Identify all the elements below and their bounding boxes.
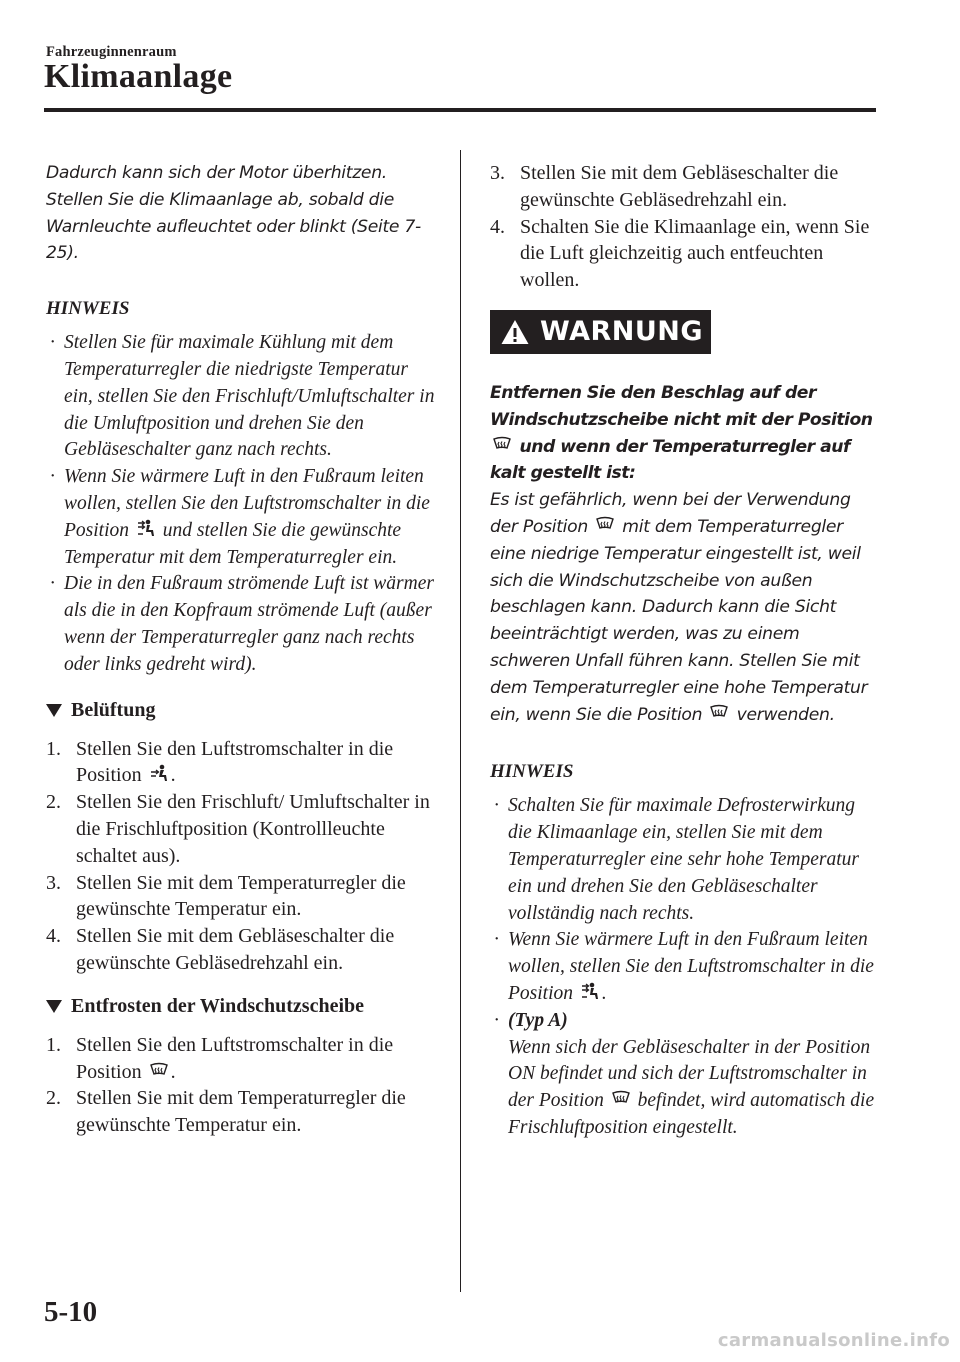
step-number: 4. <box>46 925 61 948</box>
floor-defrost-icon <box>136 519 156 539</box>
step-number: 1. <box>46 1033 61 1056</box>
step-text: Stellen Sie mit dem Temperaturregler die gewünschte Temperatur ein. <box>76 871 406 921</box>
note-text: Stellen Sie für maximale Kühlung mit dem Temperaturregler die niedrigste Temperatur ein, stellen Sie den Frischluft/Umluftschalter in die Umluftposition und drehen Sie den Gebläseschalter ganz nach rechts. <box>64 332 435 461</box>
entfrosten-steps <box>46 1032 440 1139</box>
page-title: Klimaanlage <box>44 58 233 95</box>
note-text: Wenn Sie wärmere Luft in den Fußraum leiten wollen, stellen Sie den Luftstromschalter in die Position <box>64 466 430 541</box>
list-item <box>490 160 882 214</box>
list-item <box>46 1085 440 1139</box>
bullet: · <box>494 929 499 951</box>
windshield-defrost-icon <box>709 703 729 723</box>
heading-text: Entfrosten der Windschutzscheibe <box>71 994 364 1017</box>
step-text: Stellen Sie mit dem Gebläseschalter die gewünschte Gebläsedrehzahl ein. <box>76 925 395 974</box>
list-item <box>490 214 882 294</box>
step-text: . <box>170 1060 176 1083</box>
step-text: Stellen Sie mit dem Gebläseschalter die gewünschte Gebläsedrehzahl ein. <box>520 162 839 211</box>
triangle-down-icon <box>46 1000 62 1013</box>
list-item <box>46 330 440 464</box>
note-text: befindet, wird automatisch die Frischluftposition eingestellt. <box>508 1090 875 1138</box>
warning-title-text: Entfernen Sie den Beschlag auf der Windschutzscheibe nicht mit der Position <box>490 382 873 430</box>
entfrosten-heading <box>46 993 440 1020</box>
header-rule <box>44 108 876 112</box>
list-item <box>490 793 882 927</box>
warning-text: verwenden. <box>736 704 835 725</box>
triangle-down-icon <box>46 704 62 717</box>
warning-text: mit dem Temperaturregler eine niedrige Temperatur eingestellt ist, weil sich die Windschutzscheibe von außen beschlagen kann. Dadurch kann die Sicht beeinträchtigt werden, was zu einem schweren Unfall führen kann. Stellen Sie mit dem Temperaturregler eine hohe Temperatur ein, wenn Sie die Position <box>490 516 868 725</box>
bullet: · <box>50 332 55 354</box>
list-item <box>46 870 440 924</box>
step-number: 2. <box>46 791 61 814</box>
heading-text: Belüftung <box>71 698 156 721</box>
step-number: 4. <box>490 215 505 238</box>
windshield-defrost-icon <box>595 515 615 535</box>
bullet: · <box>50 466 55 488</box>
floor-defrost-icon <box>580 982 600 1002</box>
step-text: . <box>170 764 176 787</box>
list-item <box>46 923 440 977</box>
windshield-defrost-icon <box>492 435 512 455</box>
bullet: · <box>494 795 499 817</box>
note-text: Wenn sich der Gebläseschalter in der Position ON befindet und sich der Luftstromschalter in der Position <box>508 1036 871 1112</box>
continued-steps <box>490 160 882 294</box>
section-label: Fahrzeuginnenraum <box>46 44 177 60</box>
face-vent-icon <box>149 764 169 784</box>
step-number: 1. <box>46 737 61 760</box>
warning-triangle-icon <box>500 318 530 346</box>
intro-paragraph: Dadurch kann sich der Motor überhitzen. Stellen Sie die Klimaanlage ab, sobald die Warnleuchte aufleuchtet oder blinkt (Seite 7-25). <box>46 163 421 264</box>
step-number: 3. <box>46 871 61 894</box>
type-label: (Typ A) <box>508 1009 568 1031</box>
warning-text: Es ist gefährlich, wenn bei der Verwendung der Position <box>490 490 851 537</box>
belueftung-heading <box>46 697 440 724</box>
watermark: carmanualsonline.info <box>717 1330 950 1351</box>
windshield-defrost-icon <box>611 1089 631 1109</box>
step-text: Stellen Sie mit dem Temperaturregler die gewünschte Temperatur ein. <box>76 1087 406 1137</box>
bullet: · <box>494 1009 499 1031</box>
list-item <box>46 571 440 678</box>
list-item <box>490 927 882 1007</box>
column-divider <box>460 150 461 1292</box>
list-item <box>46 789 440 869</box>
note-text: Schalten Sie für maximale Defrosterwirkung die Klimaanlage ein, stellen Sie mit dem Temperaturregler eine sehr hohe Temperatur ein und drehen Sie den Gebläseschalter vollständig nach rechts. <box>508 795 859 924</box>
warning-badge <box>490 310 711 354</box>
warning-label: WARNUNG <box>540 316 704 348</box>
page-number: 5-10 <box>44 1296 98 1328</box>
step-text: Stellen Sie den Luftstromschalter in die Position <box>76 737 394 787</box>
list-item <box>46 736 440 790</box>
list-item <box>46 464 440 571</box>
hinweis-heading: HINWEIS <box>490 761 574 783</box>
note-text: und stellen Sie die gewünschte Temperatur mit dem Temperaturregler ein. <box>64 519 402 568</box>
note-text: Die in den Fußraum strömende Luft ist wärmer als die in den Kopfraum strömende Luft (außer wenn der Temperaturregler ganz nach rechts oder links gedreht wird). <box>64 573 434 675</box>
step-text: Stellen Sie den Luftstromschalter in die Position <box>76 1033 394 1083</box>
right-column <box>490 160 882 1142</box>
hinweis-list <box>490 793 882 1141</box>
list-item <box>490 1008 882 1142</box>
hinweis-heading: HINWEIS <box>46 298 130 320</box>
warning-body <box>490 487 882 728</box>
list-item <box>46 1032 440 1086</box>
note-text: . <box>601 982 607 1004</box>
left-column <box>46 160 440 1139</box>
bullet: · <box>50 573 55 595</box>
step-number: 3. <box>490 162 505 184</box>
hinweis-list <box>46 330 440 678</box>
step-text: Stellen Sie den Frischluft/ Umluftschalter in die Frischluftposition (Kontrollleuchte schaltet aus). <box>76 791 430 867</box>
windshield-defrost-icon <box>149 1061 169 1081</box>
step-number: 2. <box>46 1087 61 1110</box>
note-text: Wenn Sie wärmere Luft in den Fußraum leiten wollen, stellen Sie den Luftstromschalter in die Position <box>508 929 874 1004</box>
step-text: Schalten Sie die Klimaanlage ein, wenn Sie die Luft gleichzeitig auch entfeuchten wollen. <box>520 215 870 292</box>
warning-title-text: und wenn der Temperaturregler auf kalt gestellt ist: <box>490 436 850 484</box>
belueftung-steps <box>46 736 440 977</box>
warning-title <box>490 380 882 487</box>
